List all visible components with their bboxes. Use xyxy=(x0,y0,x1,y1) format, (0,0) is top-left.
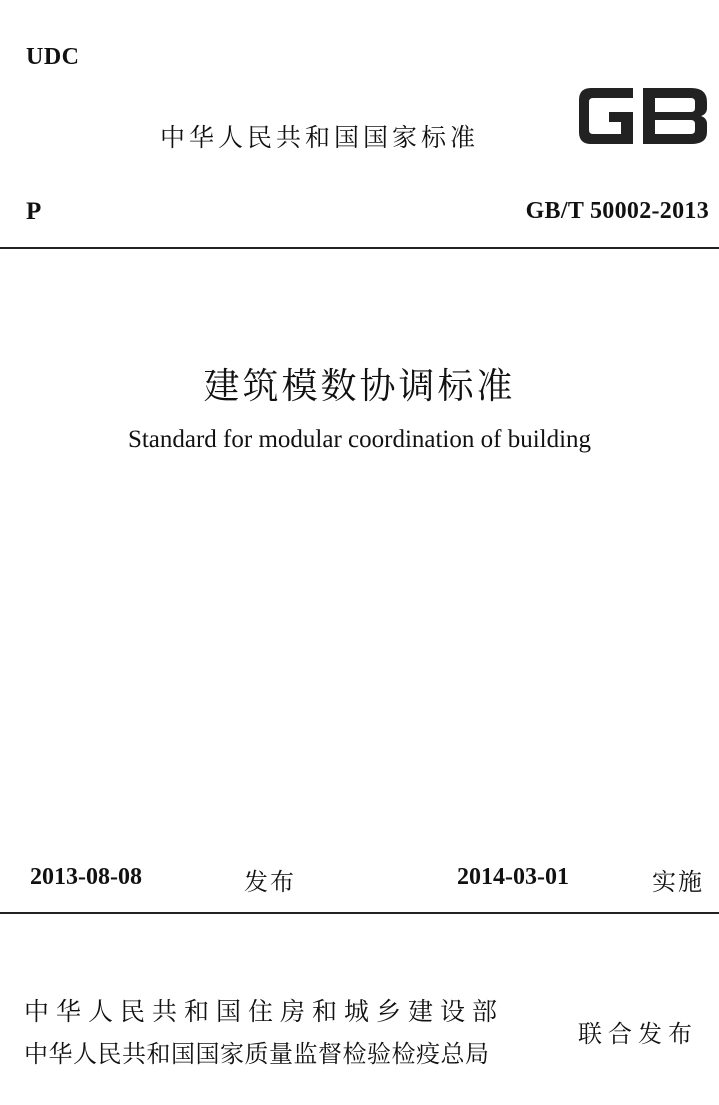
issue-label: 发布 xyxy=(244,868,296,896)
title-chinese: 建筑模数协调标准 xyxy=(203,366,516,407)
bottom-divider xyxy=(0,912,719,914)
gb-logo-icon xyxy=(573,78,713,154)
publisher-ministry: 中华人民共和国住房和城乡建设部 xyxy=(24,997,505,1026)
national-standard-title: 中华人民共和国国家标准 xyxy=(160,123,480,152)
udc-label: UDC xyxy=(26,44,80,70)
implementation-label: 实施 xyxy=(652,868,704,896)
top-divider xyxy=(0,247,719,249)
joint-issue-label: 联合发布 xyxy=(578,1020,698,1048)
publisher-aqsiq: 中华人民共和国国家质量监督检验检疫总局 xyxy=(24,1040,490,1068)
standard-number: GB/T 50002-2013 xyxy=(525,198,709,224)
classification-code: P xyxy=(26,198,42,225)
title-english: Standard for modular coordination of building xyxy=(127,426,592,453)
issue-date: 2013-08-08 xyxy=(30,864,142,890)
implementation-date: 2014-03-01 xyxy=(457,864,569,890)
